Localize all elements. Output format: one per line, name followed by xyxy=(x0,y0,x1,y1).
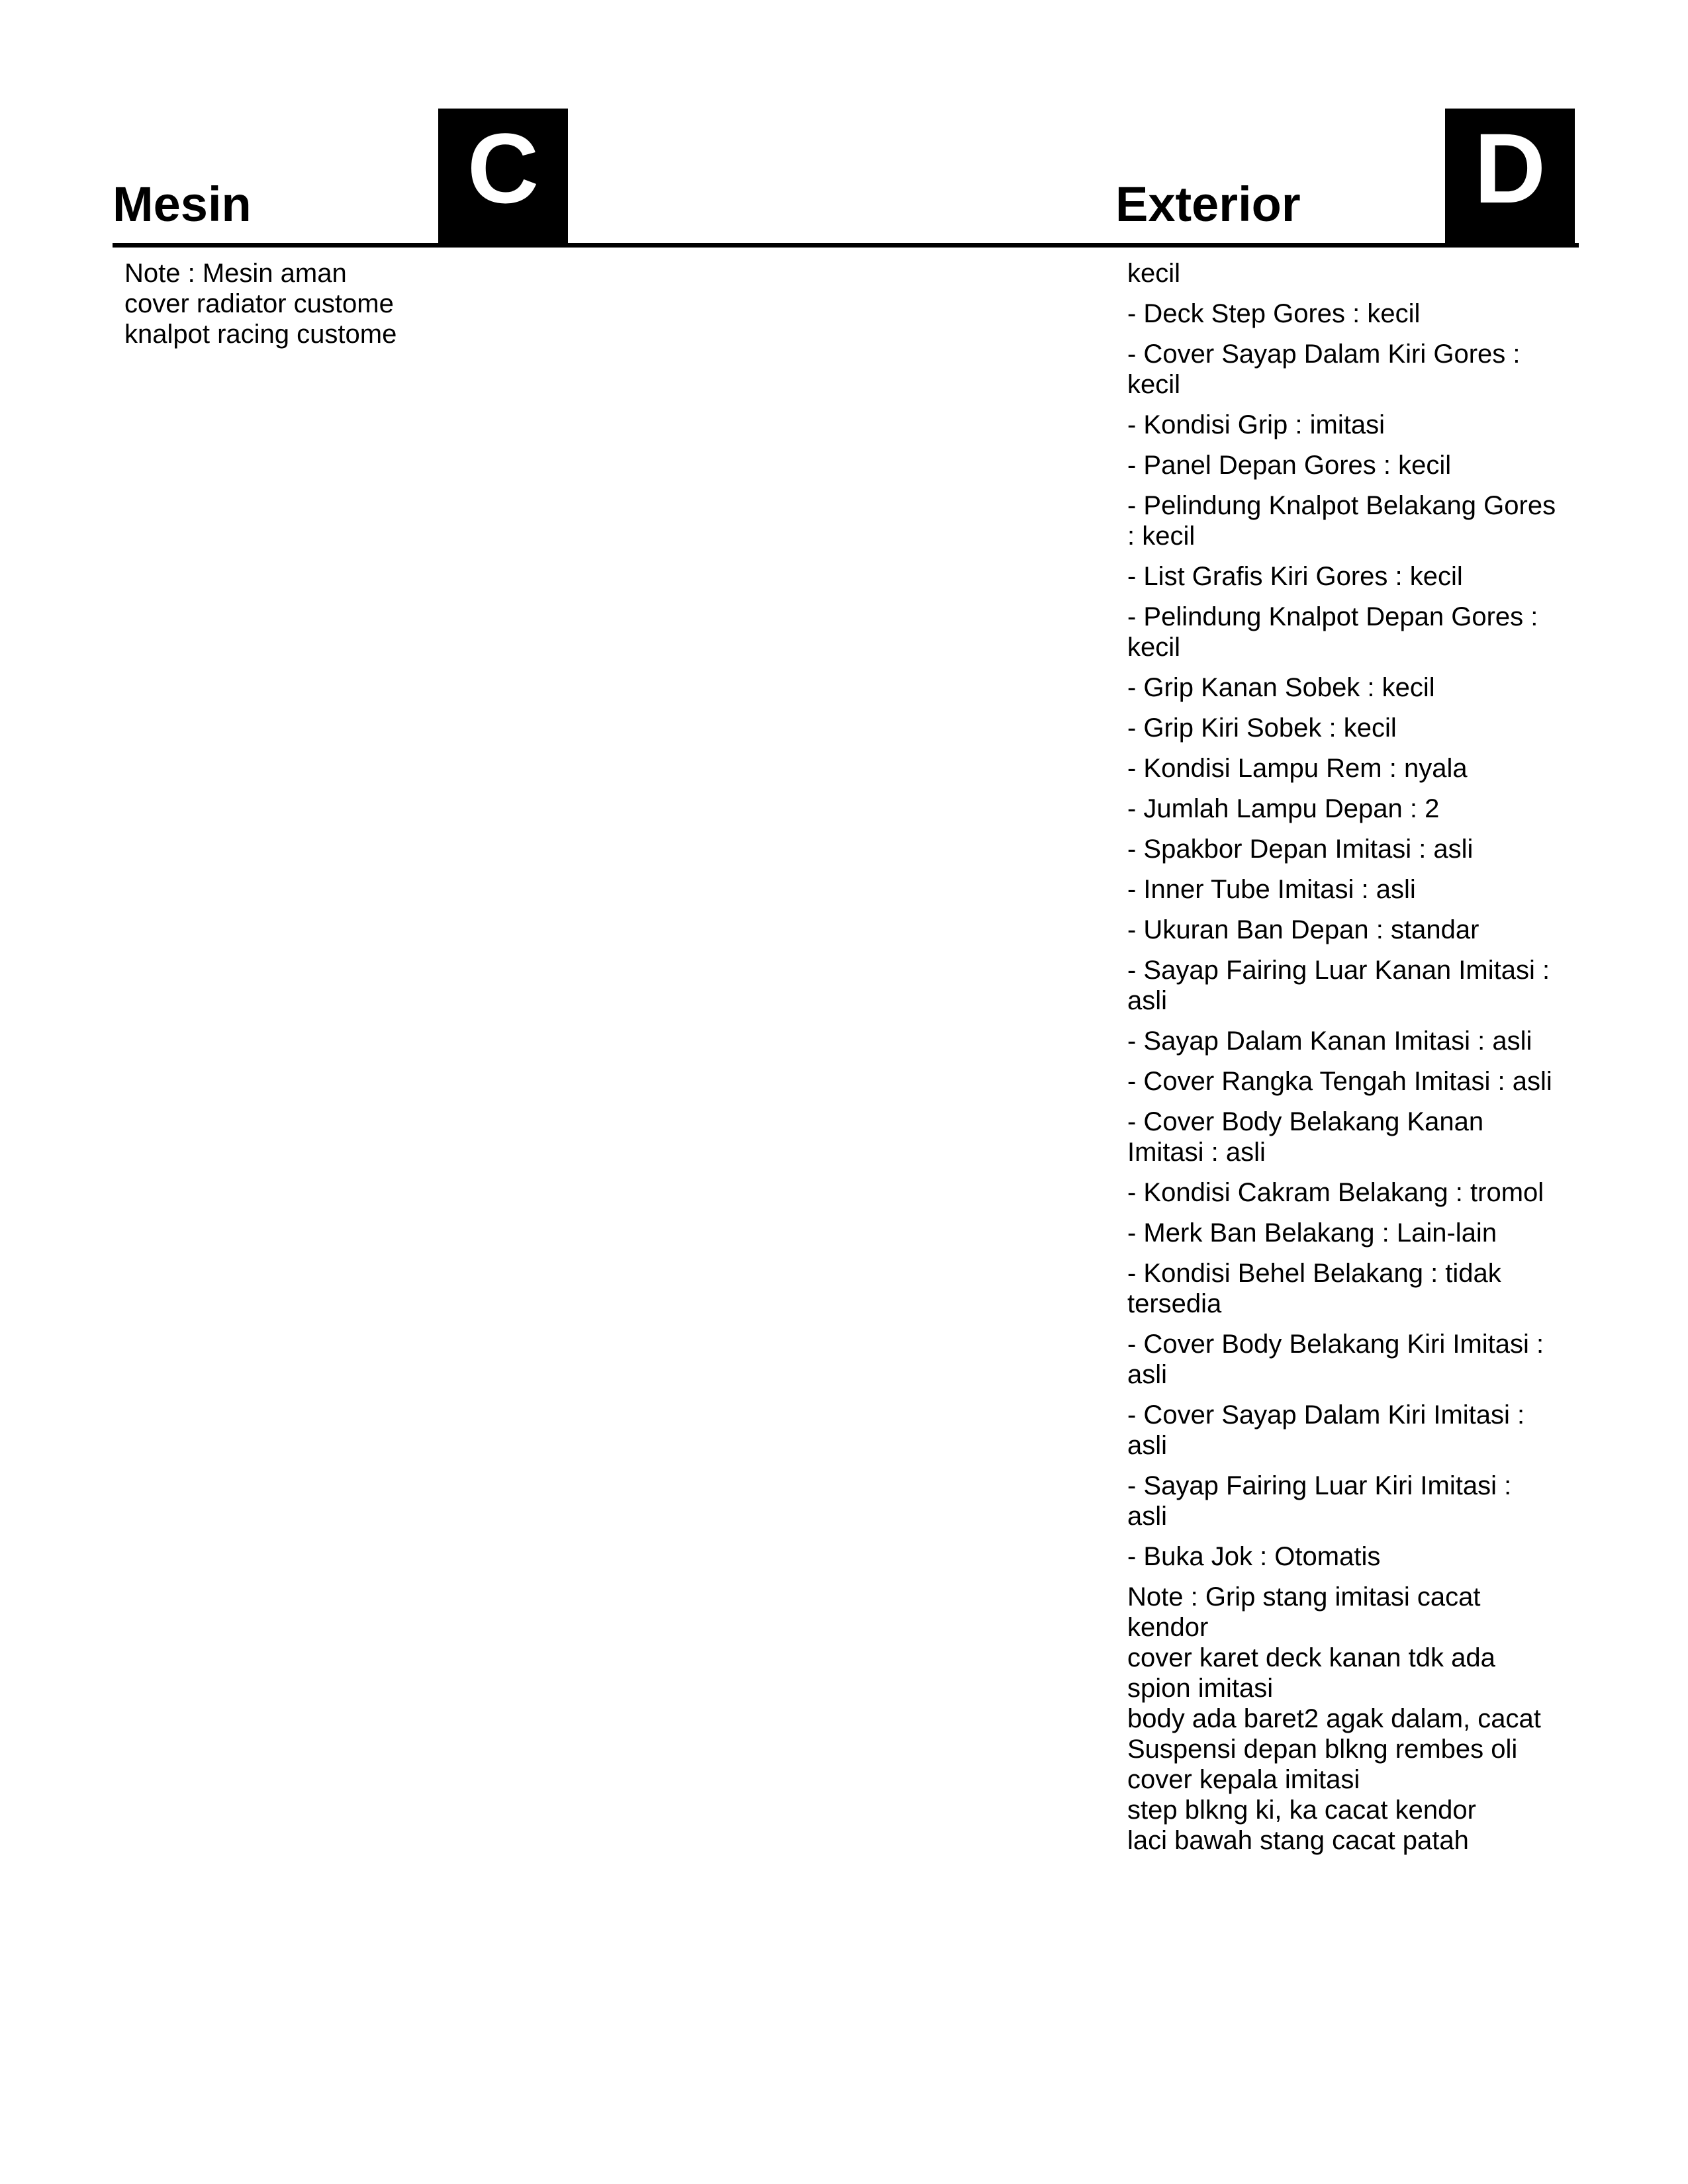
exterior-item: - Cover Rangka Tengah Imitasi : asli xyxy=(1127,1067,1552,1096)
exterior-note-line: step blkng ki, ka cacat kendor xyxy=(1127,1796,1476,1825)
exterior-item: - Inner Tube Imitasi : asli xyxy=(1127,875,1416,904)
exterior-item: - Pelindung Knalpot Belakang Gores : kecil xyxy=(1127,491,1556,551)
exterior-item: - Pelindung Knalpot Depan Gores : kecil xyxy=(1127,602,1538,662)
exterior-note-line: body ada baret2 agak dalam, cacat xyxy=(1127,1704,1541,1733)
exterior-item: - Kondisi Grip : imitasi xyxy=(1127,410,1385,439)
exterior-item: - Ukuran Ban Depan : standar xyxy=(1127,915,1479,944)
mesin-note-line: Note : Mesin aman xyxy=(124,259,347,288)
exterior-item: - List Grafis Kiri Gores : kecil xyxy=(1127,562,1463,591)
exterior-note-line: cover karet deck kanan tdk ada spion imitasi xyxy=(1127,1643,1495,1703)
exterior-list xyxy=(1127,258,1558,1856)
section-title-exterior: Exterior xyxy=(1115,177,1301,232)
exterior-item: - Cover Sayap Dalam Kiri Imitasi : asli xyxy=(1127,1400,1525,1460)
exterior-item: - Panel Depan Gores : kecil xyxy=(1127,451,1452,480)
exterior-item: - Deck Step Gores : kecil xyxy=(1127,299,1421,328)
exterior-note-line: laci bawah stang cacat patah xyxy=(1127,1826,1469,1855)
section-letter-d: D xyxy=(1474,113,1546,224)
section-title-mesin: Mesin xyxy=(113,177,252,232)
mesin-note-line: cover radiator custome xyxy=(124,289,394,318)
exterior-item: - Sayap Dalam Kanan Imitasi : asli xyxy=(1127,1026,1532,1056)
exterior-item: - Jumlah Lampu Depan : 2 xyxy=(1127,794,1440,823)
section-letter-badge-d xyxy=(1445,109,1575,245)
exterior-item: - Buka Jok : Otomatis xyxy=(1127,1542,1381,1571)
exterior-item: - Cover Sayap Dalam Kiri Gores : kecil xyxy=(1127,340,1521,399)
exterior-item: - Sayap Fairing Luar Kanan Imitasi : asli xyxy=(1127,956,1550,1015)
exterior-item: - Merk Ban Belakang : Lain-lain xyxy=(1127,1218,1497,1248)
exterior-item: - Cover Body Belakang Kanan Imitasi : asli xyxy=(1127,1107,1484,1167)
exterior-item: - Sayap Fairing Luar Kiri Imitasi : asli xyxy=(1127,1471,1512,1531)
exterior-item: - Grip Kiri Sobek : kecil xyxy=(1127,713,1397,743)
header-divider xyxy=(113,243,1579,248)
exterior-item: - Kondisi Lampu Rem : nyala xyxy=(1127,754,1468,783)
exterior-item: - Kondisi Behel Belakang : tidak tersedia xyxy=(1127,1259,1501,1318)
section-letter-c: C xyxy=(467,113,539,224)
exterior-note-line: Suspensi depan blkng rembes oli cover kepala imitasi xyxy=(1127,1735,1518,1794)
section-letter-badge-c xyxy=(438,109,568,245)
exterior-note-line: Note : Grip stang imitasi cacat kendor xyxy=(1127,1582,1481,1642)
mesin-note-line: knalpot racing custome xyxy=(124,320,397,349)
exterior-item: - Cover Body Belakang Kiri Imitasi : asli xyxy=(1127,1330,1544,1389)
exterior-note xyxy=(1127,1582,1558,1856)
exterior-item: - Grip Kanan Sobek : kecil xyxy=(1127,673,1435,702)
exterior-item: - Kondisi Cakram Belakang : tromol xyxy=(1127,1178,1544,1207)
mesin-note xyxy=(124,258,469,349)
exterior-item: - Spakbor Depan Imitasi : asli xyxy=(1127,835,1474,864)
exterior-item: kecil xyxy=(1127,259,1181,288)
